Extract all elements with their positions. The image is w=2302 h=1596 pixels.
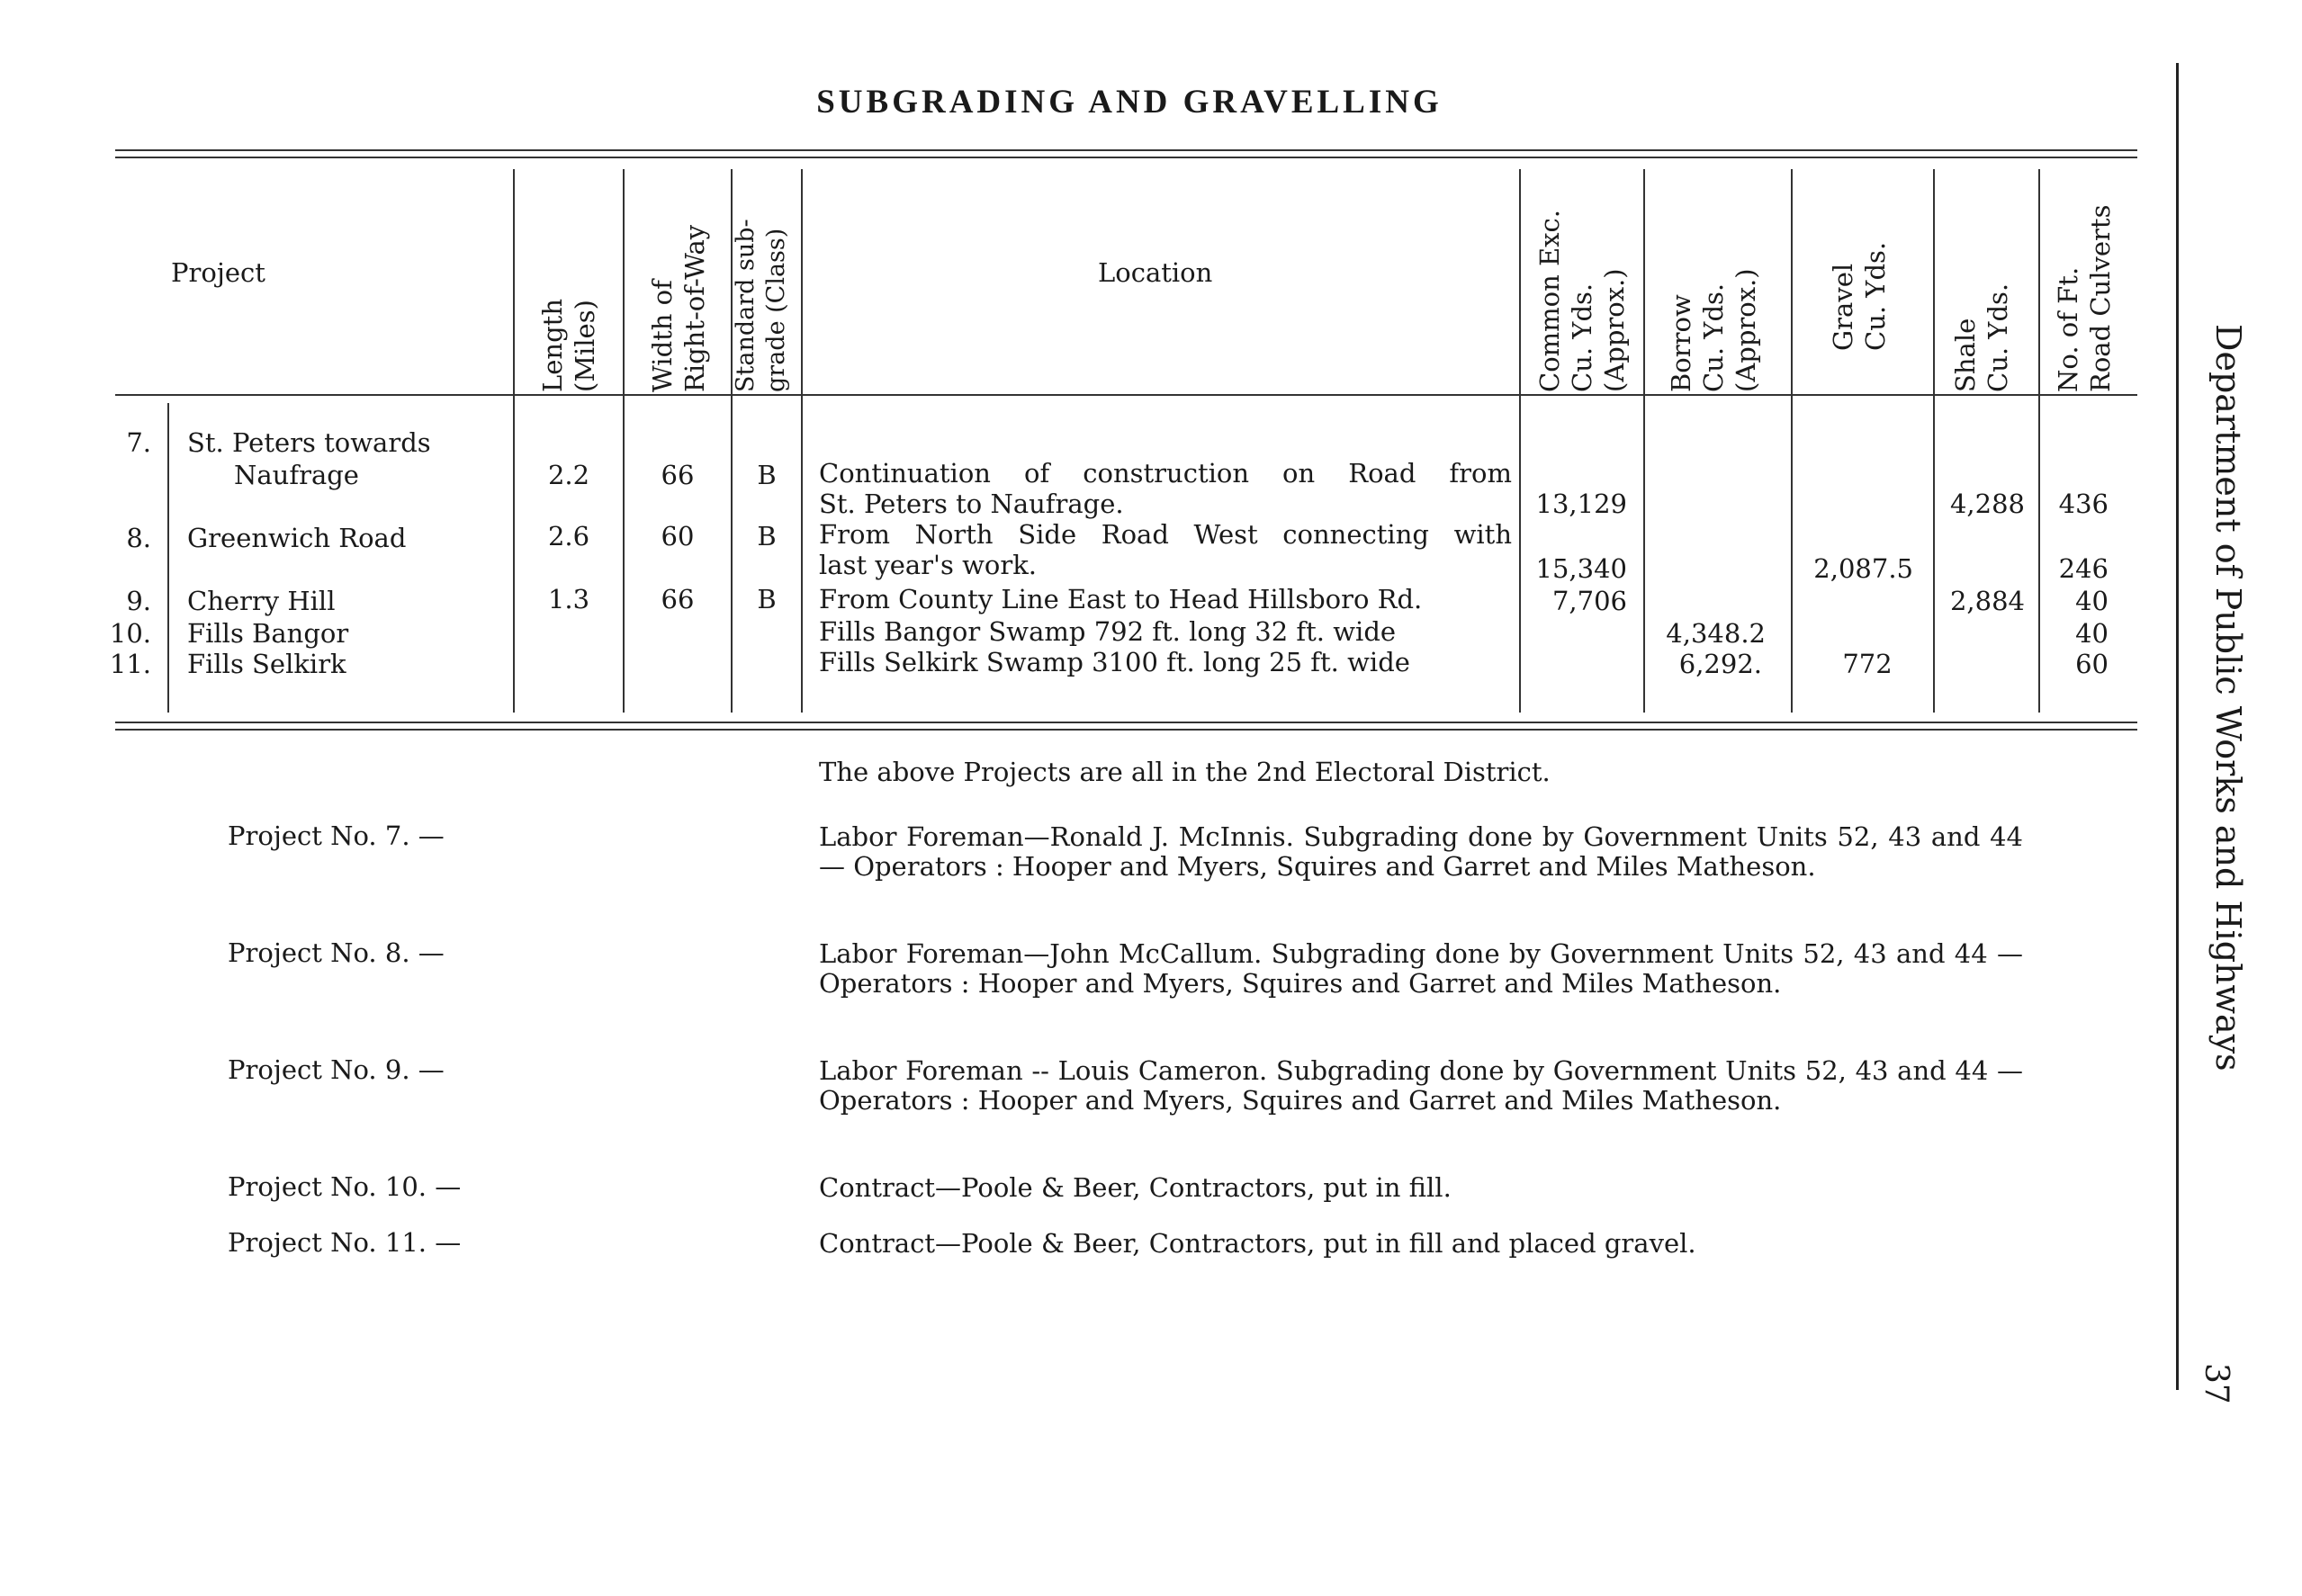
borrow-value: 4,348.2 (1666, 618, 1766, 649)
header-location: Location (1098, 257, 1213, 288)
location-text: From North Side Road West connecting with (819, 519, 1512, 550)
header-standard: Standard sub- grade (Class) (732, 219, 790, 392)
note-text: Labor Foreman -- Louis Cameron. Subgrading done by Government Units 52, 43 and 44 — Operators : Hooper and Myers, Squires and Garret and Miles Matheson. (819, 1055, 2023, 1116)
culverts-value: 40 (2075, 586, 2109, 616)
header-width: Width of Right-of-Way (647, 224, 710, 392)
project-name: Fills Bangor (187, 618, 349, 649)
table-top-rule-2 (115, 157, 2137, 158)
location-text: Continuation of construction on Road from (819, 458, 1512, 489)
standard-value: B (757, 521, 777, 551)
table-top-rule (115, 149, 2137, 151)
page-number: 37 (2198, 1363, 2235, 1404)
row-number-divider (167, 403, 169, 713)
header-bottom-rule (115, 394, 2137, 396)
width-value: 66 (661, 460, 695, 490)
page-edge-rule (2176, 63, 2179, 1390)
header-length: Length (Miles) (537, 299, 600, 392)
side-running-title: Department of Public Works and Highways (2208, 324, 2248, 1071)
table-bottom-rule-2 (115, 729, 2137, 731)
note-label: Project No. 7. — (228, 820, 445, 851)
culverts-value: 60 (2075, 649, 2109, 679)
project-name: Cherry Hill (187, 586, 336, 616)
common-value: 13,129 (1535, 489, 1627, 519)
note-text: Labor Foreman—Ronald J. McInnis. Subgrading done by Government Units 52, 43 and 44— Operators : Hooper and Myers, Squires and Garret and Miles Matheson. (819, 821, 2023, 882)
table-bottom-rule (115, 722, 2137, 723)
location-text-cont: last year's work. (819, 550, 1038, 580)
gravel-value: 2,087.5 (1813, 553, 1913, 584)
header-shale: Shale Cu. Yds. (1950, 282, 2013, 392)
length-value: 2.2 (547, 460, 590, 490)
header-common: Common Exc. Cu. Yds. (Approx.) (1534, 210, 1630, 392)
header-borrow: Borrow Cu. Yds. (Approx.) (1666, 268, 1761, 392)
culverts-value: 40 (2075, 618, 2109, 649)
page-title: SUBGRADING AND GRAVELLING (816, 84, 1443, 121)
project-name: Greenwich Road (187, 523, 407, 553)
col-divider (623, 169, 625, 713)
borrow-value: 6,292. (1678, 649, 1762, 679)
col-divider (513, 169, 515, 713)
location-text-cont: St. Peters to Naufrage. (819, 489, 1124, 519)
note-text: Contract—Poole & Beer, Contractors, put in fill and placed gravel. (819, 1228, 1696, 1259)
culverts-value: 436 (2058, 489, 2109, 519)
length-value: 1.3 (547, 584, 590, 614)
col-divider (1519, 169, 1521, 713)
project-name: St. Peters towards (187, 427, 431, 458)
header-project: Project (171, 257, 265, 288)
project-name: Fills Selkirk (187, 649, 346, 679)
location-text: Fills Selkirk Swamp 3100 ft. long 25 ft. wide (819, 647, 1410, 677)
shale-value: 4,288 (1949, 489, 2025, 519)
col-divider (1791, 169, 1793, 713)
header-gravel: Gravel Cu. Yds. (1828, 241, 1891, 351)
note-text: Labor Foreman—John McCallum. Subgrading done by Government Units 52, 43 and 44 — Operators : Hooper and Myers, Squires and Garret and Miles Matheson. (819, 938, 2023, 999)
location-text: Fills Bangor Swamp 792 ft. long 32 ft. wide (819, 616, 1397, 647)
district-note: The above Projects are all in the 2nd Electoral District. (819, 757, 1551, 787)
culverts-value: 246 (2058, 553, 2109, 584)
row-number: 8. (126, 523, 151, 553)
shale-value: 2,884 (1949, 586, 2025, 616)
row-number: 9. (126, 586, 151, 616)
note-label: Project No. 9. — (228, 1054, 445, 1085)
location-text: From County Line East to Head Hillsboro Rd. (819, 584, 1423, 614)
header-culverts: No. of Ft. Road Culverts (2053, 204, 2116, 392)
project-name-cont: Naufrage (234, 460, 359, 490)
col-divider (1933, 169, 1935, 713)
length-value: 2.6 (547, 521, 590, 551)
standard-value: B (757, 460, 777, 490)
note-label: Project No. 11. — (228, 1227, 462, 1258)
note-text: Contract—Poole & Beer, Contractors, put in fill. (819, 1172, 1452, 1203)
width-value: 66 (661, 584, 695, 614)
common-value: 15,340 (1535, 553, 1627, 584)
gravel-value: 772 (1842, 649, 1893, 679)
row-number: 7. (126, 427, 151, 458)
width-value: 60 (661, 521, 695, 551)
standard-value: B (757, 584, 777, 614)
note-label: Project No. 8. — (228, 937, 445, 968)
col-divider (801, 169, 803, 713)
common-value: 7,706 (1551, 586, 1627, 616)
row-number: 10. (109, 618, 151, 649)
row-number: 11. (109, 649, 151, 679)
note-label: Project No. 10. — (228, 1171, 462, 1202)
